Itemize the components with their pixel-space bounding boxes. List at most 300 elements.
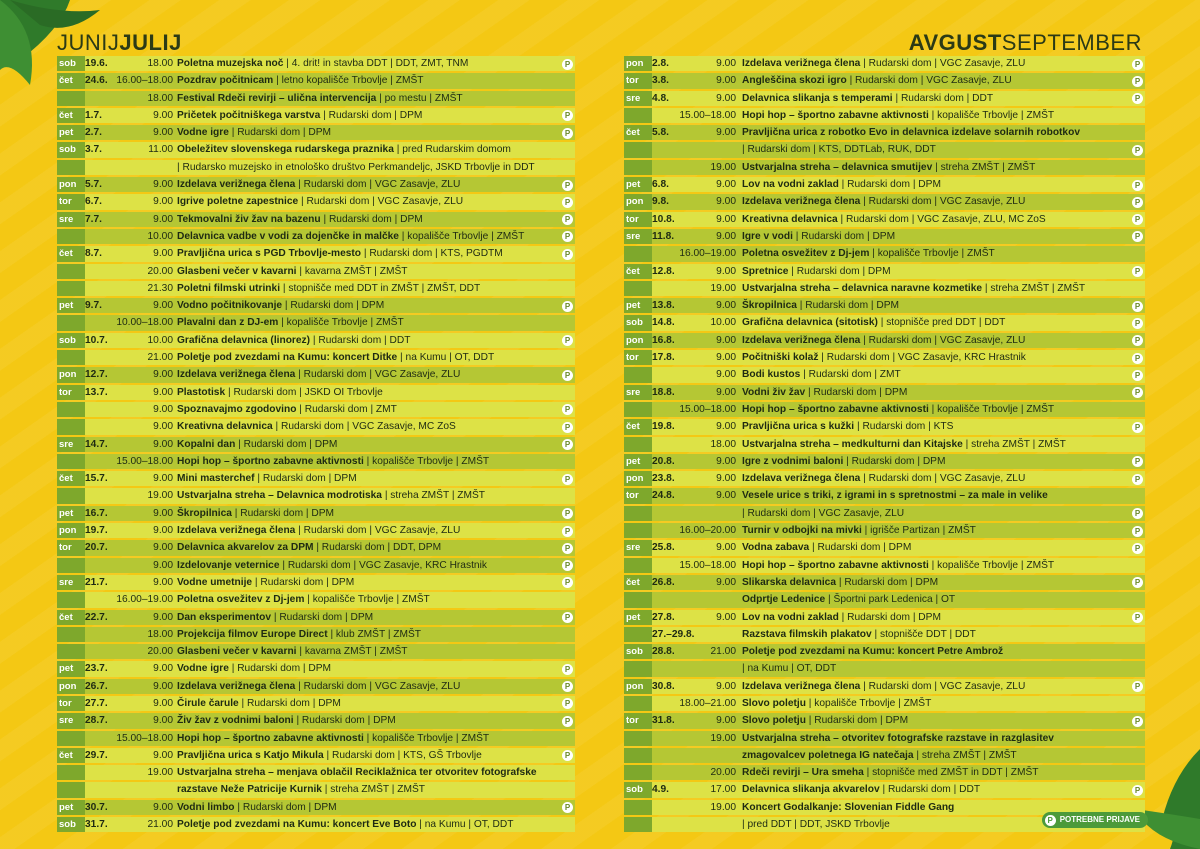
left-page-title: JUNIJJULIJ: [57, 30, 182, 55]
time-label: 9.00: [153, 369, 173, 381]
event-title: Izdelava verižnega člena: [742, 196, 861, 208]
schedule-row: [57, 747, 575, 764]
schedule-row: [57, 401, 575, 418]
registration-pin-icon: P: [1132, 681, 1143, 692]
date-label: 28.7.: [85, 715, 108, 727]
day-label: pon: [626, 196, 644, 208]
event-detail: | DDT, DPM: [385, 542, 441, 553]
registration-pin-icon: P: [562, 560, 573, 571]
event-title: Razstava filmskih plakatov: [742, 628, 872, 640]
schedule-row: [624, 314, 1145, 331]
event-detail: | DPM: [300, 127, 331, 138]
day-strip: [624, 661, 652, 676]
day-label: pet: [59, 801, 74, 813]
day-strip: [57, 644, 85, 659]
time-label: 20.00: [710, 767, 736, 779]
event-detail: | kopališče Trbovlje: [869, 248, 958, 259]
event-title: Ustvarjalna streha – delavnica smutijev: [742, 161, 933, 173]
time-label: 9.00: [716, 58, 736, 69]
schedule-row: [624, 193, 1145, 210]
event-detail: | streha ZMŠT: [322, 784, 389, 795]
event-detail: | DDT, JSKD Trbovlje: [791, 819, 889, 830]
registration-pin-icon: P: [1132, 197, 1143, 208]
date-label: 26.8.: [652, 576, 675, 588]
event-text: [742, 159, 1131, 176]
event-title: Vodne umetnije: [177, 576, 253, 588]
event-title: Poletje pod zvezdami na Kumu: koncert Ditke: [177, 352, 398, 364]
schedule-row: [624, 453, 1145, 470]
event-title: Poletni filmski utrinki: [177, 282, 281, 294]
event-detail: | Rudarski dom: [818, 352, 889, 363]
day-label: tor: [59, 196, 72, 208]
schedule-row: [624, 211, 1145, 228]
time-label: 19.00: [710, 282, 736, 294]
date-label: 12.7.: [85, 369, 108, 381]
day-label: čet: [59, 75, 73, 87]
event-detail: | streha ZMŠT: [914, 750, 981, 761]
event-detail: | VGC Zasavje, ZLU: [367, 179, 461, 190]
registration-pin-icon: P: [562, 577, 573, 588]
schedule-row: [57, 505, 575, 522]
event-detail: | klub ZMŠT: [328, 629, 385, 640]
schedule-row: [624, 539, 1145, 556]
event-detail: | Rudarski dom: [893, 93, 964, 104]
event-detail: | kavarna ZMŠT: [297, 646, 372, 657]
time-label: 9.00: [716, 179, 736, 191]
event-text: [177, 297, 561, 314]
event-title: Vodne igre: [177, 127, 229, 139]
schedule-row: [624, 124, 1145, 141]
event-detail: | Rudarski dom: [742, 144, 810, 155]
event-text: [177, 730, 561, 747]
schedule-row: [624, 90, 1145, 107]
schedule-row: [57, 366, 575, 383]
registration-pin-icon: P: [562, 681, 573, 692]
event-text: [177, 141, 561, 158]
day-strip: [57, 91, 85, 106]
schedule-row: [57, 211, 575, 228]
time-label: 20.00: [147, 646, 173, 658]
day-label: tor: [626, 213, 639, 225]
event-text: [742, 453, 1131, 470]
event-detail: | DDT: [947, 629, 976, 640]
schedule-row: [624, 712, 1145, 729]
day-label: sre: [59, 438, 74, 450]
date-label: 9.8.: [652, 196, 669, 208]
schedule-row: [57, 695, 575, 712]
day-label: sre: [59, 213, 74, 225]
day-strip: [57, 592, 85, 607]
schedule-row: [624, 141, 1145, 158]
event-detail: | OT, DDT: [446, 352, 494, 363]
event-detail: | KTS, GŠ Trbovlje: [395, 750, 482, 761]
event-detail: | VGC Zasavje, MC ZoS: [344, 421, 456, 432]
time-label: 9.00: [153, 507, 173, 519]
event-title: Mini masterchef: [177, 473, 255, 485]
date-label: 27.–29.8.: [652, 628, 695, 640]
event-detail: | stopnišče med DDT in ZMŠT: [280, 283, 419, 294]
day-label: sre: [59, 715, 74, 727]
event-title: Projekcija filmov Europe Direct: [177, 628, 328, 640]
event-title: Glasbeni večer v kavarni: [177, 265, 297, 277]
day-strip: [624, 696, 652, 711]
time-label: 9.00: [716, 715, 736, 727]
event-detail: | streha ZMŠT: [982, 283, 1049, 294]
event-detail: | Rudarski dom: [295, 179, 366, 190]
time-label: 21.00: [710, 646, 736, 658]
schedule-list-avgust-september: [624, 55, 1145, 833]
event-title: Ustvarjalna streha – Delavnica modrotiska: [177, 490, 382, 502]
event-detail: | ZMŠT: [427, 93, 463, 104]
event-detail: | DPM: [342, 612, 373, 623]
event-title: Vodni limbo: [177, 801, 235, 813]
schedule-row: [624, 609, 1145, 626]
event-text: [742, 781, 1131, 798]
time-label: 9.00: [716, 473, 736, 485]
day-label: pon: [626, 680, 644, 692]
event-text: [742, 349, 1131, 366]
event-text: [177, 609, 561, 626]
event-text: [742, 730, 1131, 747]
event-title: Poletje pod zvezdami na Kumu: koncert Eve Boto: [177, 819, 417, 831]
schedule-row: [57, 816, 575, 833]
day-strip: [57, 627, 85, 642]
registration-pin-icon: P: [1132, 716, 1143, 727]
day-strip: [57, 731, 85, 746]
event-detail: | OT, DDT: [788, 663, 836, 674]
event-title: Plastotisk: [177, 386, 226, 398]
date-label: 6.7.: [85, 196, 102, 208]
event-text: [742, 695, 1131, 712]
event-detail: | Rudarski dom: [294, 715, 365, 726]
date-label: 27.8.: [652, 611, 675, 623]
event-title: Festival Rdeči revirji – ulična intervencija: [177, 92, 377, 104]
time-label: 9.00: [153, 109, 173, 121]
event-text: [742, 176, 1131, 193]
event-text: [177, 695, 561, 712]
time-label: 9.00: [153, 386, 173, 398]
schedule-row: [624, 228, 1145, 245]
event-text: [742, 263, 1131, 280]
date-label: 20.7.: [85, 542, 108, 554]
day-label: čet: [626, 127, 640, 139]
event-detail: | Rudarski dom: [788, 266, 859, 277]
registration-pin-icon: P: [1132, 231, 1143, 242]
event-detail: | ZMŠT: [1018, 560, 1054, 571]
day-label: pon: [59, 369, 77, 381]
event-title: Turnir v odbojki na mivki: [742, 525, 862, 537]
day-label: sob: [626, 317, 643, 329]
time-label: 9.00: [153, 421, 173, 433]
date-label: 14.7.: [85, 438, 108, 450]
time-label: 21.00: [147, 819, 173, 831]
event-detail: | Rudarski dom: [860, 196, 931, 207]
event-text: [742, 228, 1131, 245]
registration-pin-icon: P: [562, 59, 573, 70]
time-label: 9.00: [153, 715, 173, 727]
event-title: Spoznavajmo zgodovino: [177, 403, 297, 415]
event-detail: | Rudarski dom: [880, 784, 951, 795]
event-title: Kreativna delavnica: [177, 421, 273, 433]
event-detail: | ZMŠT: [368, 317, 404, 328]
event-title: Delavnica slikanja akvarelov: [742, 784, 880, 796]
event-title: Izdelava verižnega člena: [742, 473, 861, 485]
schedule-row: [57, 245, 575, 262]
event-detail: | Rudarski dom: [361, 248, 432, 259]
event-title: Tekmovalni živ žav na bazenu: [177, 213, 321, 225]
registration-pin-icon: P: [562, 698, 573, 709]
event-detail: | JSKD OI Trbovlje: [296, 387, 382, 398]
day-label: pon: [59, 680, 77, 692]
schedule-row: [624, 384, 1145, 401]
day-strip: [624, 506, 652, 521]
event-detail: | streha ZMŠT: [963, 439, 1030, 450]
event-title: Bodi kustos: [742, 369, 801, 381]
event-text: [742, 609, 1131, 626]
event-text: [177, 366, 561, 383]
date-label: 24.6.: [85, 75, 108, 87]
event-detail: | VGC Zasavje, ZLU: [367, 681, 461, 692]
event-title: Glasbeni večer v kavarni: [177, 646, 297, 658]
event-title: Delavnica vadbe v vodi za dojenčke in malčke: [177, 230, 399, 242]
schedule-row: [624, 487, 1145, 504]
event-detail: | stopnišče DDT: [872, 629, 947, 640]
event-text: [177, 505, 561, 522]
event-text: [742, 211, 1131, 228]
event-detail: | Rudarski dom: [742, 508, 810, 519]
event-text: [177, 453, 561, 470]
registration-pin-icon: P: [562, 802, 573, 813]
event-detail: | DPM: [306, 802, 337, 813]
time-label: 9.00: [153, 559, 173, 571]
registration-pin-icon: P: [1132, 612, 1143, 623]
event-text: [742, 124, 1131, 141]
event-text: [742, 418, 1131, 435]
date-label: 10.8.: [652, 213, 675, 225]
day-label: sre: [626, 386, 641, 398]
day-label: sre: [626, 230, 641, 242]
event-text: [742, 245, 1131, 262]
event-detail: | ZMŠT, DDT: [419, 283, 481, 294]
event-title: Pravljična urica z robotko Evo in delavnica izdelave solarnih robotkov: [742, 127, 1080, 139]
schedule-row: [57, 228, 575, 245]
event-detail: | VGC Zasavje, ZLU: [932, 58, 1026, 69]
event-detail: | ZMŠT: [1002, 767, 1038, 778]
schedule-list-junij-julij: [57, 55, 575, 833]
event-detail: | Rudarski dom: [271, 612, 342, 623]
time-label: 17.00: [710, 784, 736, 796]
event-detail: | Rudarski dom: [805, 387, 876, 398]
event-text: [742, 297, 1131, 314]
event-detail: | DDT: [381, 335, 410, 346]
event-title: Izdelava verižnega člena: [742, 334, 861, 346]
event-title: Izdelava verižnega člena: [742, 680, 861, 692]
event-text: [742, 107, 1131, 124]
event-text: [177, 660, 561, 677]
event-text: [742, 591, 1131, 608]
schedule-row: [57, 314, 575, 331]
event-text: [177, 245, 561, 262]
event-title: Hopi hop – športno zabavne aktivnosti: [177, 455, 364, 467]
event-detail: | DPM: [323, 577, 354, 588]
schedule-row: [624, 366, 1145, 383]
registration-pin-icon: P: [562, 439, 573, 450]
event-detail: | KTS, DDTLab, RUK, DDT: [810, 144, 936, 155]
day-label: pon: [626, 473, 644, 485]
event-detail: | Rudarski dom: [320, 110, 391, 121]
time-label: 16.00–20.00: [679, 525, 736, 537]
event-detail: | streha ZMŠT: [382, 490, 449, 501]
day-label: čet: [626, 265, 640, 277]
day-label: čet: [626, 576, 640, 588]
time-label: 9.00: [153, 525, 173, 537]
time-label: 19.00: [710, 732, 736, 744]
event-detail: | VGC Zasavje, ZLU: [932, 335, 1026, 346]
event-detail: | ZMŠT: [453, 456, 489, 467]
schedule-row: [624, 557, 1145, 574]
time-label: 16.00–19.00: [679, 248, 736, 260]
registration-pin-icon: P: [562, 508, 573, 519]
event-detail: | ZMT: [871, 369, 900, 380]
event-detail: | Rudarski dom: [252, 577, 323, 588]
schedule-row: [624, 695, 1145, 712]
registration-pin-icon: P: [562, 231, 573, 242]
day-strip: [57, 402, 85, 417]
event-detail: | streha ZMŠT: [932, 162, 999, 173]
schedule-row: [57, 470, 575, 487]
schedule-row: [624, 470, 1145, 487]
day-strip: [624, 817, 652, 832]
event-detail: | ZMŠT: [488, 231, 524, 242]
day-strip: [624, 765, 652, 780]
time-label: 15.00–18.00: [679, 559, 736, 571]
event-text: [742, 384, 1131, 401]
registration-pin-icon: P: [1132, 93, 1143, 104]
schedule-row: [57, 297, 575, 314]
day-label: pet: [59, 663, 74, 675]
day-label: sob: [59, 58, 76, 69]
day-label: čet: [59, 109, 73, 121]
day-label: sob: [59, 144, 76, 156]
event-text: [177, 159, 561, 176]
event-detail: | Rudarski dom: [255, 473, 326, 484]
time-label: 9.00: [153, 663, 173, 675]
event-text: [742, 522, 1131, 539]
event-text: [177, 107, 561, 124]
date-label: 20.8.: [652, 455, 675, 467]
registration-pin-icon: P: [1132, 422, 1143, 433]
schedule-row: [624, 747, 1145, 764]
day-strip: [57, 229, 85, 244]
event-detail: | DPM: [876, 387, 907, 398]
time-label: 9.00: [716, 230, 736, 242]
time-label: 9.00: [153, 576, 173, 588]
date-label: 12.8.: [652, 265, 675, 277]
day-strip: [624, 592, 652, 607]
event-title: Izdelava verižnega člena: [742, 58, 861, 69]
schedule-row: [57, 90, 575, 107]
date-label: 10.7.: [85, 334, 108, 346]
registration-pin-icon: P: [1045, 815, 1056, 826]
day-strip: [624, 627, 652, 642]
schedule-row: [57, 574, 575, 591]
event-detail: | Rudarski dom: [232, 508, 303, 519]
day-strip: [57, 488, 85, 503]
event-text: [177, 436, 561, 453]
event-detail: | ZMŠT: [895, 698, 931, 709]
event-detail: | Rudarsko muzejsko in etnološko društvo Perkmandeljc, JSKD Trbovlje in DDT: [177, 162, 535, 173]
event-title: Vodni živ žav: [742, 386, 806, 398]
event-text: [742, 470, 1131, 487]
date-label: 19.7.: [85, 525, 108, 537]
event-title: Kopalni dan: [177, 438, 236, 450]
day-label: sob: [626, 646, 643, 658]
event-title: Delavnica akvarelov za DPM: [177, 542, 314, 554]
time-label: 9.00: [716, 92, 736, 104]
time-label: 10.00–18.00: [116, 317, 173, 329]
event-detail: | ZMŠT: [940, 525, 976, 536]
time-label: 21.30: [147, 282, 173, 294]
registration-pin-icon: P: [1132, 76, 1143, 87]
day-strip: [624, 800, 652, 815]
registration-pin-icon: P: [1132, 543, 1143, 554]
event-detail: | DDT: [976, 317, 1005, 328]
event-detail: | ZMŠT: [387, 75, 423, 86]
event-detail: | Športni park Ledenica: [825, 594, 932, 605]
event-title: Poletna osvežitev z Dj-jem: [177, 594, 305, 606]
day-strip: [57, 454, 85, 469]
event-detail: | ZMŠT: [453, 733, 489, 744]
event-detail: | kopališče Trbovlje: [364, 456, 453, 467]
day-label: sre: [626, 92, 641, 104]
schedule-row: [624, 349, 1145, 366]
day-strip: [624, 160, 652, 175]
registration-pin-icon: P: [1132, 785, 1143, 796]
event-detail: | ZMŠT: [981, 750, 1017, 761]
day-strip: [57, 281, 85, 296]
event-detail: | VGC Zasavje, KRC Hrastnik: [890, 352, 1026, 363]
day-label: čet: [59, 248, 73, 260]
day-strip: [624, 108, 652, 123]
event-text: [177, 280, 561, 297]
time-label: 9.00: [716, 386, 736, 398]
event-detail: | ZMŠT: [394, 594, 430, 605]
event-detail: | Rudarski dom: [235, 439, 306, 450]
schedule-row: [624, 764, 1145, 781]
registration-pin-icon: P: [1132, 353, 1143, 364]
date-label: 31.7.: [85, 819, 108, 831]
time-label: 9.00: [153, 196, 173, 208]
event-detail: | DPM: [365, 715, 396, 726]
event-detail: | Rudarski dom: [854, 421, 925, 432]
event-title: Spretnice: [742, 265, 789, 277]
event-detail: | Rudarski dom: [229, 127, 300, 138]
date-label: 2.8.: [652, 58, 669, 69]
event-title: Slovo poletju: [742, 697, 806, 709]
day-label: tor: [59, 697, 72, 709]
event-text: [177, 781, 561, 798]
time-label: 9.00: [716, 196, 736, 208]
event-detail: | DPM: [306, 439, 337, 450]
day-label: sob: [626, 784, 643, 796]
event-text: [177, 72, 561, 89]
date-label: 5.7.: [85, 179, 102, 191]
time-label: 9.00: [716, 127, 736, 139]
event-title: Škropilnica: [742, 300, 797, 312]
date-label: 16.8.: [652, 334, 675, 346]
schedule-row: [624, 660, 1145, 677]
schedule-row: [624, 176, 1145, 193]
